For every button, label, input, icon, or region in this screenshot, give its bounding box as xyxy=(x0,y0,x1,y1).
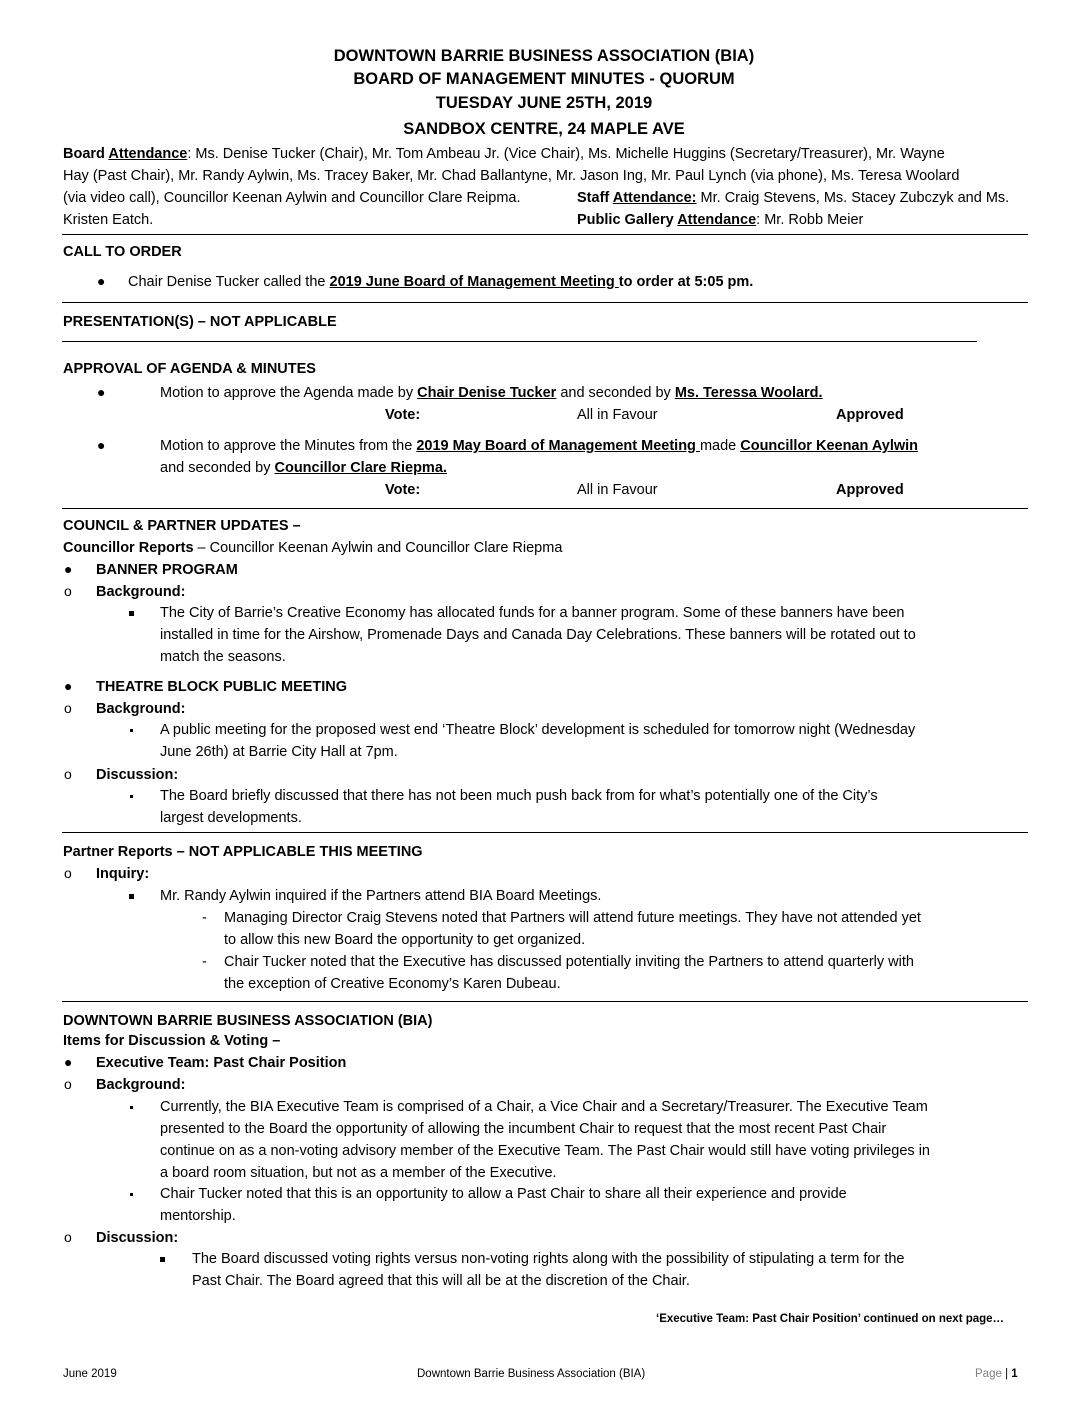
reply2-line2: the exception of Creative Economy’s Karen Dubeau. xyxy=(224,976,561,992)
small-square-bullet-icon xyxy=(130,1193,133,1196)
bullet-icon: ● xyxy=(97,384,106,400)
page-number: 1 xyxy=(1011,1368,1018,1380)
circle-bullet-icon: o xyxy=(64,1076,72,1092)
banner-text-3: match the seasons. xyxy=(160,649,286,665)
theatre-discussion-2: largest developments. xyxy=(160,810,302,826)
councillor-reports: Councillor Reports – Councillor Keenan Aylwin and Councillor Clare Riepma xyxy=(63,540,563,556)
board-attendance-line2: Hay (Past Chair), Mr. Randy Aylwin, Ms. Tracey Baker, Mr. Chad Ballantyne, Mr. Jason Ing, Mr. Paul Lynch (via phone), Ms. Teresa Woolard xyxy=(63,168,960,184)
bullet-icon: ● xyxy=(97,273,106,289)
board-attendance-line3: (via video call), Councillor Keenan Aylwin and Councillor Clare Reipma. xyxy=(63,190,521,206)
circle-bullet-icon: o xyxy=(64,766,72,782)
exec-background-4: a board room situation, but not as a member of the Executive. xyxy=(160,1165,557,1181)
circle-bullet-icon: o xyxy=(64,1229,72,1245)
vote-status: Approved xyxy=(836,482,904,498)
vote-label: Vote: xyxy=(385,407,421,423)
exec-team-title: Executive Team: Past Chair Position xyxy=(96,1055,347,1071)
vote-label: Vote: xyxy=(385,482,421,498)
call-to-order-text: Chair Denise Tucker called the 2019 June Board of Management Meeting to order at 5:05 pm. xyxy=(128,274,754,290)
banner-text-1: The City of Barrie’s Creative Economy has allocated funds for a banner program. Some of these banners have been xyxy=(160,605,905,621)
vote-result: All in Favour xyxy=(577,482,658,498)
call-to-order-heading: CALL TO ORDER xyxy=(63,244,182,260)
background-label: Background: xyxy=(96,584,186,600)
meeting-date: TUESDAY JUNE 25TH, 2019 xyxy=(435,94,653,112)
staff-attendance: Staff Attendance: Mr. Craig Stevens, Ms. Stacey Zubczyk and Ms. xyxy=(577,190,1010,206)
section-divider xyxy=(62,341,977,342)
board-attendance-line1: Board Attendance: Ms. Denise Tucker (Chair), Mr. Tom Ambeau Jr. (Vice Chair), Ms. Michelle Huggins (Secretary/Treasurer), Mr. Wayne xyxy=(63,146,945,162)
reply2-line1: Chair Tucker noted that the Executive has discussed potentially inviting the Partners to attend quarterly with xyxy=(224,954,914,970)
section-divider xyxy=(62,1001,1028,1002)
theatre-background-2: June 26th) at Barrie City Hall at 7pm. xyxy=(160,744,398,760)
square-bullet-icon xyxy=(160,1257,165,1262)
exec-background-2: presented to the Board the opportunity of allowing the incumbent Chair to request that the most recent Past Chair xyxy=(160,1121,887,1137)
square-bullet-icon xyxy=(129,611,134,616)
theatre-block-title: THEATRE BLOCK PUBLIC MEETING xyxy=(96,679,348,695)
exec-discussion-1: The Board discussed voting rights versus non-voting rights along with the possibility of stipulating a term for the xyxy=(192,1251,905,1267)
section-divider xyxy=(62,508,1028,509)
theatre-discussion-1: The Board briefly discussed that there has not been much push back from for what’s potentially one of the City’s xyxy=(160,788,878,804)
reply1-line1: Managing Director Craig Stevens noted that Partners will attend future meetings. They have not attended yet xyxy=(224,910,921,926)
circle-bullet-icon: o xyxy=(64,865,72,881)
square-bullet-icon xyxy=(129,894,134,899)
inquiry-text: Mr. Randy Aylwin inquired if the Partners attend BIA Board Meetings. xyxy=(160,888,602,904)
agenda-heading: APPROVAL OF AGENDA & MINUTES xyxy=(63,361,316,377)
board-attendance-line4: Kristen Eatch. xyxy=(63,212,154,228)
section-divider xyxy=(62,832,1028,833)
background-label: Background: xyxy=(96,701,186,717)
continued-note: ‘Executive Team: Past Chair Position’ continued on next page… xyxy=(656,1313,1005,1325)
exec-discussion-2: Past Chair. The Board agreed that this will all be at the discretion of the Chair. xyxy=(192,1273,690,1289)
items-heading: Items for Discussion & Voting – xyxy=(63,1033,281,1049)
discussion-label: Discussion: xyxy=(96,1230,179,1246)
bullet-icon: ● xyxy=(97,437,106,453)
doc-title: DOWNTOWN BARRIE BUSINESS ASSOCIATION (BIA) xyxy=(333,47,755,65)
public-attendance: Public Gallery Attendance: Mr. Robb Meier xyxy=(577,212,864,228)
footer-date: June 2019 xyxy=(63,1368,117,1380)
background-label: Background: xyxy=(96,1077,186,1093)
exec-background-5: Chair Tucker noted that this is an opportunity to allow a Past Chair to share all their experience and provide xyxy=(160,1186,847,1202)
small-square-bullet-icon xyxy=(130,795,133,798)
discussion-label: Discussion: xyxy=(96,767,179,783)
vote-result: All in Favour xyxy=(577,407,658,423)
exec-background-1: Currently, the BIA Executive Team is comprised of a Chair, a Vice Chair and a Secretary/Treasurer. The Executive Team xyxy=(160,1099,928,1115)
dash-bullet-icon: - xyxy=(202,954,207,970)
doc-subtitle: BOARD OF MANAGEMENT MINUTES - QUORUM xyxy=(353,70,735,88)
partner-reports-heading: Partner Reports – NOT APPLICABLE THIS MEETING xyxy=(63,844,423,860)
section-divider xyxy=(62,234,1028,235)
motion-agenda: Motion to approve the Agenda made by Chair Denise Tucker and seconded by Ms. Teressa Woolard. xyxy=(160,385,823,401)
bullet-icon: ● xyxy=(64,1054,73,1070)
exec-background-3: continue on as a non-voting advisory member of the Executive Team. The Past Chair would still have voting privileges in xyxy=(160,1143,930,1159)
bullet-icon: ● xyxy=(64,561,73,577)
exec-background-6: mentorship. xyxy=(160,1208,236,1224)
circle-bullet-icon: o xyxy=(64,583,72,599)
banner-program-title: BANNER PROGRAM xyxy=(96,562,238,578)
small-square-bullet-icon xyxy=(130,1106,133,1109)
inquiry-label: Inquiry: xyxy=(96,866,150,882)
presentations-heading: PRESENTATION(S) – NOT APPLICABLE xyxy=(63,314,337,330)
dash-bullet-icon: - xyxy=(202,910,207,926)
reply1-line2: to allow this new Board the opportunity to get organized. xyxy=(224,932,586,948)
bullet-icon: ● xyxy=(64,678,73,694)
vote-status: Approved xyxy=(836,407,904,423)
small-square-bullet-icon xyxy=(130,729,133,732)
council-heading: COUNCIL & PARTNER UPDATES – xyxy=(63,518,301,534)
motion-minutes: Motion to approve the Minutes from the 2019 May Board of Management Meeting made Councillor Keenan Aylwin xyxy=(160,438,919,454)
banner-text-2: installed in time for the Airshow, Promenade Days and Canada Day Celebrations. These banners will be rotated out to xyxy=(160,627,916,643)
meeting-location: SANDBOX CENTRE, 24 MAPLE AVE xyxy=(403,120,685,138)
footer-page: Page | 1 xyxy=(975,1368,1018,1380)
footer-org: Downtown Barrie Business Association (BIA) xyxy=(417,1368,646,1380)
page-label: Page xyxy=(975,1368,1002,1380)
circle-bullet-icon: o xyxy=(64,700,72,716)
theatre-background-1: A public meeting for the proposed west end ‘Theatre Block’ development is scheduled for tomorrow night (Wednesday xyxy=(160,722,916,738)
motion-minutes-cont: and seconded by Councillor Clare Riepma. xyxy=(160,460,447,476)
section-divider xyxy=(62,302,1028,303)
bia-heading: DOWNTOWN BARRIE BUSINESS ASSOCIATION (BIA) xyxy=(63,1013,433,1029)
